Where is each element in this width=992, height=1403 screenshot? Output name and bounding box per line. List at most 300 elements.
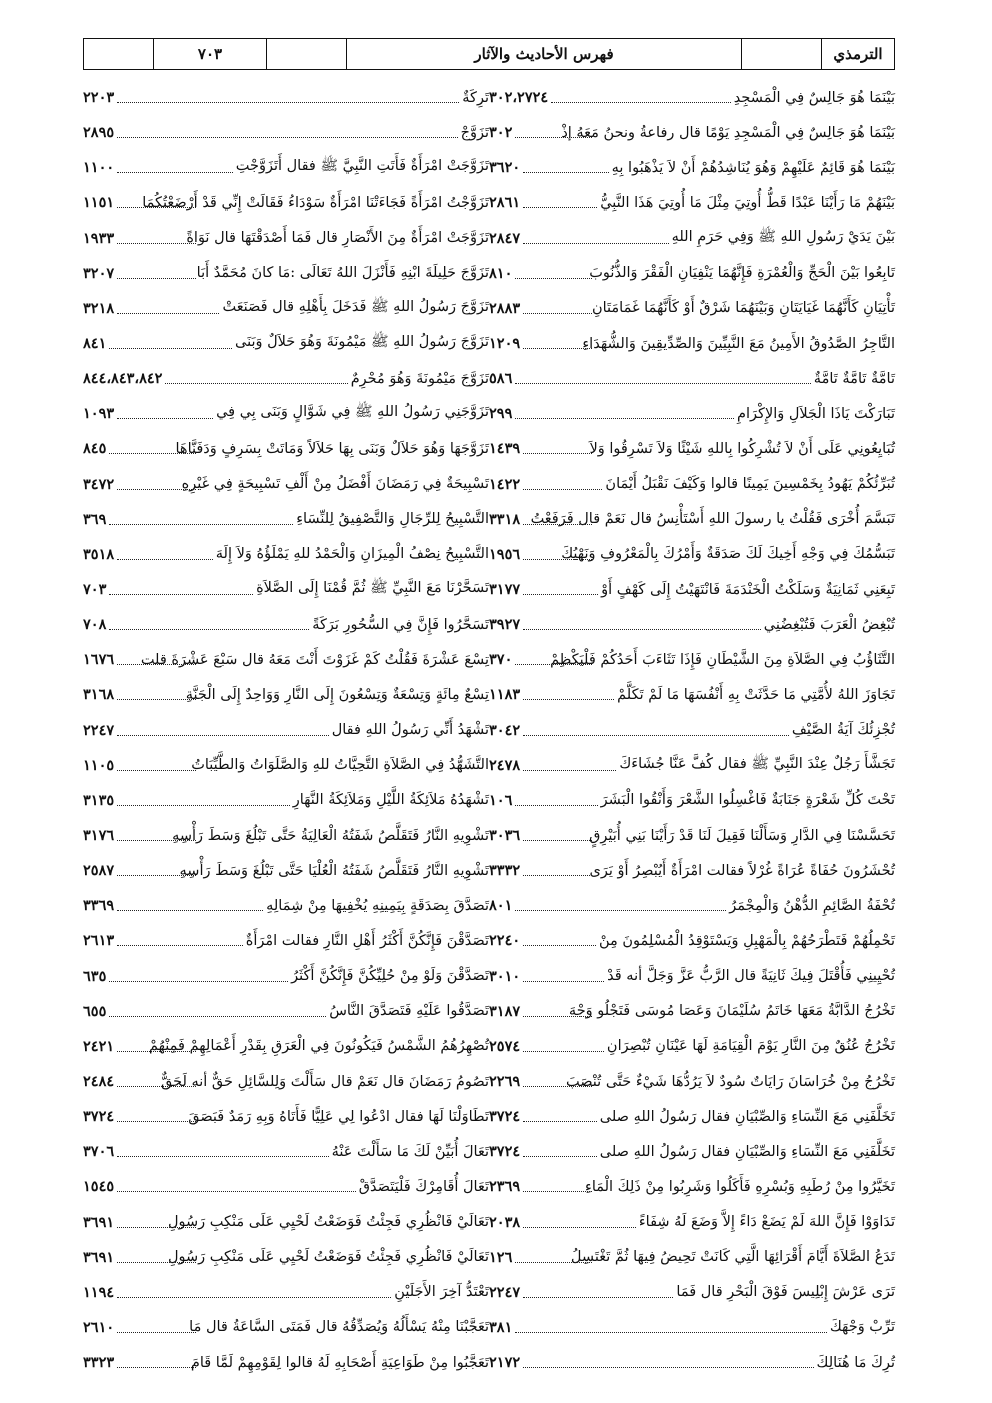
index-entry — [489, 713, 895, 748]
hadith-number: ٢٣٦٩ — [489, 1178, 521, 1196]
leader-dots — [523, 243, 668, 244]
hadith-number: ٢٩٩ — [489, 405, 513, 423]
hadith-number: ٦٣٥ — [83, 967, 107, 985]
index-entry — [83, 1345, 489, 1380]
hadith-incipit: تَخَيَّرُوا مِنْ رُطَبِهِ وَبُسْرِهِ فَأَكَلُوا وَشَرِبُوا مِنْ ذَلِكَ الْمَاءِ — [585, 1178, 895, 1195]
hadith-number: ٣٣٢٣ — [83, 1354, 115, 1372]
leader-dots — [523, 770, 616, 771]
index-entry — [489, 431, 895, 466]
leader-dots — [523, 981, 604, 982]
hadith-incipit: تَرِكَةٌ — [462, 89, 489, 106]
leader-dots — [523, 699, 614, 700]
index-entry — [489, 677, 895, 712]
hadith-incipit: تَعَالَيْ فَانْظُرِي فَجِئْتُ فَوَضَعْتُ لَحْيِي عَلَى مَنْكِبِ رَسُولِ — [167, 1214, 489, 1231]
index-entry — [489, 818, 895, 853]
hadith-incipit: تَزَوَّجَ حَلِيلَةَ ابْنِهِ فَأَنْزَلَ اللهُ تَعَالَى :مَا كانَ مُحَمَّدٌ أَبَا — [196, 265, 489, 282]
hadith-number: ٢٢٤٧ — [83, 721, 115, 739]
hadith-number: ٢٨٦١ — [489, 194, 521, 212]
index-entry — [83, 185, 489, 220]
leader-dots — [523, 453, 592, 454]
index-entry — [489, 994, 895, 1029]
hadith-number: ١٥٤٥ — [83, 1178, 115, 1196]
hadith-number: ٣٩٢٧ — [489, 616, 521, 634]
hadith-number: ٣٤٧٢ — [83, 475, 115, 493]
index-entry — [489, 1205, 895, 1240]
leader-dots — [109, 981, 288, 982]
index-entry — [83, 607, 489, 642]
hadith-incipit: التَّشَهُّدُ فِي الصَّلاَةِ التَّحِيَّاتُ للهِ وَالصَّلَوَاتُ وَالطَّيِّبَاتُ — [191, 757, 489, 774]
leader-dots — [117, 102, 459, 103]
hadith-number: ٢٥٨٧ — [83, 862, 115, 880]
index-entry — [83, 713, 489, 748]
hadith-incipit: تَصَدَّقْنَ وَلَوْ مِنْ حُلِيِّكُنَّ فَإِنَّكُنَّ أَكْثَرُ — [291, 968, 489, 985]
hadith-incipit: تَصَدَّقُوا عَلَيْهِ فَتَصَدَّقَ النَّاسُ — [329, 1003, 489, 1020]
leader-dots — [109, 524, 293, 525]
page-header — [83, 38, 895, 70]
leader-dots — [117, 1086, 196, 1087]
hadith-number: ٨٤١ — [83, 335, 107, 353]
hadith-number: ٢٤٧٨ — [489, 756, 521, 774]
hadith-incipit: تَخَلَّفَنِي مَعَ النِّسَاءِ وَالصِّبْيَانِ فقال رَسُولُ اللهِ صلى — [599, 1108, 895, 1125]
leader-dots — [117, 137, 457, 138]
header-spacer-left — [266, 39, 346, 69]
index-entry — [83, 1310, 489, 1345]
hadith-number: ٢٦١٣ — [83, 932, 115, 950]
hadith-number: ١٢٦ — [489, 1248, 513, 1266]
hadith-number: ٣٨١ — [489, 1318, 513, 1336]
leader-dots — [117, 1297, 391, 1298]
hadith-number: ٣١٧٧ — [489, 581, 521, 599]
index-entry — [489, 221, 895, 256]
hadith-incipit: تُحْشَرُونَ حُفَاةً عُرَاةً غُرْلاً فقالت امْرَأَةٌ أَيُبْصِرُ أَوْ يَرَى — [589, 862, 895, 879]
header-spacer-right — [741, 39, 821, 69]
hadith-number: ٨٤٤،٨٤٣،٨٤٢ — [83, 370, 163, 388]
leader-dots — [117, 840, 196, 841]
header-spacer-end — [84, 39, 153, 69]
leader-dots — [523, 945, 596, 946]
leader-dots — [515, 137, 592, 138]
leader-dots — [109, 453, 196, 454]
index-entry — [83, 502, 489, 537]
hadith-number: ٣٧٠ — [489, 651, 513, 669]
index-entry — [83, 221, 489, 256]
index-entry — [83, 1134, 489, 1169]
hadith-number: ٢٢٤٠ — [489, 932, 521, 950]
index-entry — [489, 115, 895, 150]
leader-dots — [523, 1297, 673, 1298]
index-entry — [83, 994, 489, 1029]
hadith-number: ١١٨٣ — [489, 686, 521, 704]
hadith-incipit: تَخْرُجُ عُنُقٌ مِنَ النَّارِ يَوْمَ الْقِيَامَةِ لَهَا عَيْنَانِ تُبْصِرَانِ — [606, 1038, 895, 1055]
hadith-number: ١١٠٥ — [83, 756, 115, 774]
hadith-incipit: تُحْيِينِي فَأُقْتَلَ فِيكَ ثَانِيَةً قال الرَّبُّ عَزَّ وَجَلَّ أنه قَدْ — [607, 968, 895, 985]
hadith-incipit: تَعَالَيْ فَانْظُرِي فَجِئْتُ فَوَضَعْتُ لَحْيِي عَلَى مَنْكِبِ رَسُولِ — [167, 1249, 489, 1266]
index-entry — [489, 326, 895, 361]
index-entry — [83, 467, 489, 502]
leader-dots — [117, 945, 243, 946]
leader-dots — [523, 1227, 636, 1228]
index-entry — [489, 607, 895, 642]
hadith-incipit: تُجْزِئُكَ آيَةُ الصَّيْفِ — [791, 722, 895, 739]
hadith-number: ٣١٨٧ — [489, 1002, 521, 1020]
leader-dots — [515, 664, 592, 665]
leader-dots — [117, 207, 196, 208]
leader-dots — [117, 770, 196, 771]
leader-dots — [117, 875, 196, 876]
index-entry — [489, 923, 895, 958]
hadith-number: ٣٧٢٤ — [489, 1108, 521, 1126]
hadith-incipit: تُصْهِرُهُمُ الشَّمْسُ فَيَكُونُونَ فِي الْعَرَقِ بِقَدْرِ أَعْمَالِهِمْ فَمِنْهُمْ — [148, 1038, 489, 1055]
hadith-incipit: تِسْعٌ مِائَةٍ وَتِسْعَةٌ وَتِسْعُونَ إِلَى النَّارِ وَوَاحِدٌ إِلَى الْجَنَّةِ — [185, 686, 489, 703]
index-entry — [489, 502, 895, 537]
index-entry — [489, 537, 895, 572]
leader-dots — [165, 383, 347, 384]
leader-dots — [117, 1191, 356, 1192]
hadith-incipit: تَحَسَّسْنَا فِي الدَّارِ وَسَأَلْنَا فَقِيلَ لَنَا قَدْ رَأَيْنَا بَنِي أُبَيْرِقٍ — [589, 827, 895, 844]
hadith-number: ٢٤٨٤ — [83, 1073, 115, 1090]
hadith-number: ٧٠٣ — [83, 581, 107, 599]
leader-dots — [117, 1332, 196, 1333]
index-entry — [489, 1134, 895, 1169]
index-entry — [83, 537, 489, 572]
index-entry — [83, 572, 489, 607]
index-entry — [489, 853, 895, 888]
hadith-number: ١٩٥٦ — [489, 545, 521, 563]
hadith-number: ٣٧٢٤ — [489, 1143, 521, 1161]
hadith-number: ٢٥٧٤ — [489, 1037, 521, 1055]
hadith-incipit: تَسْبِيحَةٌ فِي رَمَضَانَ أَفْضَلُ مِنْ أَلْفِ تَسْبِيحَةٍ فِي غَيْرِهِ — [181, 476, 489, 493]
hadith-incipit: تُرِكَ مَا هُنَالِكَ — [816, 1354, 895, 1371]
index-entry — [489, 572, 895, 607]
leader-dots — [515, 910, 726, 911]
leader-dots — [515, 418, 734, 419]
leader-dots — [117, 1367, 196, 1368]
hadith-number: ٢٢٠٣ — [83, 89, 115, 107]
leader-dots — [523, 735, 789, 736]
index-entry — [489, 642, 895, 677]
index-entry — [83, 923, 489, 958]
hadith-number: ٣٦٢٠ — [489, 159, 521, 177]
hadith-number: ١٢٠٩ — [489, 335, 521, 353]
leader-dots — [515, 805, 597, 806]
hadith-incipit: تَدَاوَوْا فَإِنَّ اللهَ لَمْ يَضَعْ دَاءً إِلاَّ وَضَعَ لَهُ شِفَاءً — [638, 1214, 895, 1231]
hadith-number: ٢٢٦٩ — [489, 1073, 521, 1090]
index-entry — [489, 1029, 895, 1064]
index-entry — [489, 256, 895, 291]
index-entry — [83, 80, 489, 115]
hadith-number: ٢٨٤٧ — [489, 229, 521, 247]
index-entry — [489, 1169, 895, 1204]
index-entry — [489, 291, 895, 326]
hadith-number: ١٠٦ — [489, 791, 513, 809]
index-entry — [489, 185, 895, 220]
index-entry — [83, 115, 489, 150]
book-title: الترمذي — [821, 39, 894, 69]
hadith-number: ٥٨٦ — [489, 370, 513, 388]
leader-dots — [523, 1367, 813, 1368]
hadith-number: ٨٤٥ — [83, 440, 107, 458]
hadith-incipit: تَطَاوَلْنَا لَهَا فقال ادْعُوا لِي عَلِيًّا فَأَتَاهُ وَبِهِ رَمَدٌ فَبَصَقَ — [188, 1108, 489, 1125]
leader-dots — [523, 875, 592, 876]
hadith-incipit: تَخْرُجُ الدَّابَّةُ مَعَهَا خَاتَمُ سُلَيْمَانَ وَعَصَا مُوسَى فَتَجْلُو وَجْهَ — [568, 1003, 895, 1020]
leader-dots — [523, 1156, 597, 1157]
hadith-number: ٣٣٦٩ — [83, 897, 115, 915]
hadith-number: ٣٥١٨ — [83, 545, 115, 563]
index-entry — [83, 888, 489, 923]
hadith-number: ١٠٩٣ — [83, 405, 115, 423]
leader-dots — [117, 1262, 196, 1263]
hadith-incipit: تَزَوَّجَ مَيْمُونَةَ وَهُوَ مُحْرِمٌ — [350, 370, 489, 387]
hadith-incipit: تَخْرُجُ مِنْ خُرَاسَانَ رَايَاتٌ سُودٌ لاَ يَرُدُّهَا شَيْءٌ حَتَّى تُنْصَبَ — [565, 1073, 895, 1090]
leader-dots — [523, 489, 602, 490]
hadith-number: ٣٠٢ — [489, 124, 513, 142]
index-entry — [83, 853, 489, 888]
leader-dots — [117, 910, 263, 911]
hadith-number: ٧٠٨ — [83, 616, 107, 634]
hadith-number: ٣٧٠٦ — [83, 1143, 115, 1161]
hadith-incipit: تَجَاوَزَ اللهُ لأُمَّتِي مَا حَدَّثَتْ بِهِ أَنْفُسَهَا مَا لَمْ تَكَلَّمْ — [617, 686, 895, 703]
hadith-number: ٣٣٣٢ — [489, 862, 521, 880]
hadith-incipit: تَعْتَدُّ آخِرَ الأَجَلَيْنِ — [394, 1284, 489, 1301]
leader-dots — [109, 1016, 326, 1017]
hadith-number: ٨١٠ — [489, 264, 513, 282]
hadith-incipit: تَبَسُّمُكَ فِي وَجْهِ أَخِيكَ لَكَ صَدَقَةٌ وَأَمْرُكَ بِالْمَعْرُوفِ وَنَهْيُكَ — [561, 546, 895, 563]
index-entry — [83, 642, 489, 677]
index-entry — [83, 1205, 489, 1240]
hadith-number: ٣٠١٠ — [489, 967, 521, 985]
hadith-number: ١٤٣٩ — [489, 440, 521, 458]
index-entry — [83, 256, 489, 291]
index-entry — [83, 1099, 489, 1134]
hadith-incipit: تَرِّبْ وَجْهَكَ — [829, 1319, 895, 1336]
hadith-incipit: التَّثَاؤُبُ فِي الصَّلاَةِ مِنَ الشَّيْطَانِ فَإِذَا تَثَاءَبَ أَحَدُكُمْ فَلْيَكْظِمْ — [550, 651, 895, 668]
hadith-incipit: تَخَلَّفَنِي مَعَ النِّسَاءِ وَالصِّبْيَانِ فقال رَسُولُ اللهِ صلى — [599, 1143, 895, 1160]
leader-dots — [109, 348, 232, 349]
index-entry — [489, 1099, 895, 1134]
index-entry — [489, 1240, 895, 1275]
hadith-number: ٦٥٥ — [83, 1002, 107, 1020]
index-entry — [83, 361, 489, 396]
leader-dots — [117, 278, 196, 279]
hadith-number: ٣٧٢٤ — [83, 1108, 115, 1126]
hadith-incipit: تَابِعُوا بَيْنَ الْحَجِّ وَالْعُمْرَةِ فَإِنَّهُمَا يَنْفِيَانِ الْفَقْرَ وَالذُّنُوبَ — [589, 265, 895, 282]
leader-dots — [117, 664, 196, 665]
leader-dots — [523, 1051, 604, 1052]
hadith-incipit: تَزَوَّجَهَا وَهُوَ حَلاَلٌ وَبَنَى بِهَا حَلاَلاً وَمَاتَتْ بِسَرِفٍ وَدَفَنَّاهَا — [175, 440, 489, 457]
index-entry — [83, 396, 489, 431]
hadith-incipit: بَيْنَمَا هُوَ جَالِسٌ فِي الْمَسْجِدِ — [733, 89, 895, 106]
leader-dots — [117, 1227, 196, 1228]
index-entry — [489, 396, 895, 431]
leader-dots — [109, 629, 309, 630]
hadith-incipit: تَامَّةٌ تَامَّةٌ تَامَّةٌ — [813, 370, 895, 387]
hadith-incipit: تَبِعَنِي ثَمَانِيَةٌ وَسَلَكْتُ الْخَنْدَمَةَ فَانْتَهَيْتُ إِلَى كَهْفٍ أَوْ — [601, 581, 895, 598]
hadith-number: ٣٢٠٧ — [83, 264, 115, 282]
index-entry — [83, 431, 489, 466]
hadith-number: ٣٦٩ — [83, 510, 107, 528]
index-entry — [489, 361, 895, 396]
hadith-number: ١٩٣٣ — [83, 229, 115, 247]
leader-dots — [117, 735, 329, 736]
index-entry — [489, 467, 895, 502]
index-entry — [83, 1240, 489, 1275]
hadith-incipit: بَيْنَمَا هُوَ جَالِسٌ فِي الْمَسْجِدِ يَوْمًا قال رفاعةُ ونحنُ مَعَهُ إذْ — [561, 124, 895, 141]
leader-dots — [523, 559, 592, 560]
hadith-incipit: تَبَسَّمَ أُخْرَى فَقُلْتُ يا رسولَ اللهِ أَسْتَأْنِسُ قال نَعَمْ قال فَرَفَعْتُ — [530, 511, 895, 528]
hadith-incipit: تَسَحَّرْنَا مَعَ النَّبِيِّ ﷺ ثُمَّ قُمْنَا إِلَى الصَّلاَةِ — [256, 580, 489, 597]
hadith-incipit: تِسْعَ عَشْرَةَ فَقُلْتُ كَمْ غَزَوْتَ أَنْتَ مَعَهُ قال سَبْعَ عَشْرَةَ قلت — [140, 651, 489, 668]
hadith-incipit: بَيْنَهُمْ مَا رَأَيْنَا عَبْدًا قَطُّ أُوتِيَ مِثْلَ مَا أُوتِيَ هَذَا النَّبِيُّ — [600, 194, 895, 211]
hadith-number: ٣٠٢،٢٧٢٤ — [489, 89, 549, 107]
hadith-number: ٢٨٩٥ — [83, 124, 115, 142]
hadith-incipit: تَزَوَّجَنِي رَسُولُ اللهِ ﷺ فِي شَوَّالٍ وَبَنَى بِي فِي — [216, 404, 489, 421]
index-entry — [83, 1029, 489, 1064]
leader-dots — [523, 207, 597, 208]
hadith-incipit: تَشْهَدُ أَنِّي رَسُولُ اللهِ فقال — [331, 722, 489, 739]
hadith-incipit: تَبَارَكْتَ يَاذَا الْجَلاَلِ وَالإِكْرَامِ — [737, 405, 895, 422]
index-entry — [83, 326, 489, 361]
index-entry — [83, 1064, 489, 1099]
leader-dots — [117, 1051, 196, 1052]
leader-dots — [117, 805, 290, 806]
hadith-number: ١٦٧٦ — [83, 651, 115, 669]
hadith-number: ٢٤٢١ — [83, 1037, 115, 1055]
hadith-number: ٣٠٣٦ — [489, 827, 521, 845]
index-entry — [83, 783, 489, 818]
hadith-incipit: تَعَجَّبْنَا مِنْهُ يَسْأَلُهُ وَيُصَدِّقُهُ قال فَمَتَى السَّاعَةُ قال مَا — [189, 1319, 489, 1336]
hadith-number: ٢٠٣٨ — [489, 1213, 521, 1231]
leader-dots — [515, 383, 810, 384]
hadith-incipit: تَشْوِيهِ النَّارُ فَتَقَلَّصُ شَفَتُهُ الْعَالِيَةُ حَتَّى تَبْلُغَ وَسَطَ رَأْسِهِ — [172, 827, 489, 844]
leader-dots — [117, 1121, 196, 1122]
index-entry — [83, 818, 489, 853]
hadith-incipit: تَدَعُ الصَّلاَةَ أَيَّامَ أَقْرَائِهَا الَّتِي كَانَتْ تَحِيضُ فِيهَا ثُمَّ تَغْتَسِلُ — [570, 1249, 895, 1266]
leader-dots — [515, 1262, 592, 1263]
hadith-number: ٣٣١٨ — [489, 510, 521, 528]
hadith-number: ٣١٣٥ — [83, 791, 115, 809]
hadith-incipit: تَزَوَّجَتْ امْرَأَةٌ فَأَتَتِ النَّبِيَّ ﷺ فقال أَتَزَوَّجْتِ — [235, 158, 489, 175]
index-entry — [489, 959, 895, 994]
index-entry — [83, 150, 489, 185]
right-column — [489, 80, 895, 1380]
index-entry — [489, 888, 895, 923]
index-entry — [83, 291, 489, 326]
leader-dots — [523, 1191, 592, 1192]
leader-dots — [523, 1016, 592, 1017]
hadith-number: ٢٦١٠ — [83, 1318, 115, 1336]
leader-dots — [523, 313, 592, 314]
hadith-number: ٢٢٤٧ — [489, 1283, 521, 1301]
hadith-incipit: تَشْهَدُهُ مَلاَئِكَةُ اللَّيْلِ وَمَلاَئِكَةُ النَّهَارِ — [292, 792, 489, 809]
index-entry — [489, 1064, 895, 1099]
leader-dots — [117, 172, 233, 173]
index-entry — [83, 1275, 489, 1310]
index-entry — [489, 748, 895, 783]
hadith-number: ٢١٧٢ — [489, 1354, 521, 1372]
hadith-number: ٣١٦٨ — [83, 686, 115, 704]
hadith-incipit: تَصُومُ رَمَضَانَ قال نَعَمْ قال سَأَلْتَ وَلِلسَّائِلِ حَقٌّ أنه لَحَقٌّ — [161, 1073, 489, 1090]
leader-dots — [523, 348, 592, 349]
hadith-number: ٢٨٨٣ — [489, 299, 521, 317]
hadith-incipit: تَشْوِيهِ النَّارُ فَتَقَلَّصُ شَفَتُهُ الْعُلْيَا حَتَّى تَبْلُغَ وَسَطَ رَأْسِهِ — [179, 862, 489, 879]
hadith-incipit: تَعَالَ أُبَيِّنْ لَكَ مَا سَأَلْتَ عَنْهُ — [331, 1143, 489, 1160]
page-number: ٧٠٣ — [153, 39, 266, 69]
hadith-number: ١١٠٠ — [83, 159, 115, 177]
hadith-incipit: تَعَالَ أُقَامِرْكَ فَلْيَتَصَدَّقْ — [358, 1178, 489, 1195]
index-title: فهرس الأحاديث والآثار — [346, 39, 741, 69]
hadith-incipit: تَحْتَ كُلِّ شَعْرَةٍ جَنَابَةٌ فَاغْسِلُوا الشَّعْرَ وَأَنْقُوا الْبَشَرَ — [600, 792, 895, 809]
leader-dots — [117, 313, 219, 314]
hadith-incipit: التَّاجِرُ الصَّدُوقُ الأَمِينُ مَعَ النَّبِيِّينَ وَالصِّدِّيقِينَ وَالشُّهَدَاءِ — [582, 335, 895, 352]
leader-dots — [515, 278, 592, 279]
hadith-incipit: تَعَجَّبُوا مِنْ طَوَاعِيَةِ أَصْحَابِهِ لَهُ قالوا لِقَوْمِهِمْ لَمَّا قَامَ — [190, 1354, 489, 1371]
hadith-number: ٣١٧٦ — [83, 827, 115, 845]
index-entry — [489, 1275, 895, 1310]
index-entry — [83, 677, 489, 712]
leader-dots — [523, 594, 598, 595]
hadith-incipit: تَسَحَّرُوا فَإِنَّ فِي السُّحُورِ بَرَكَةً — [312, 616, 489, 633]
leader-dots — [117, 1156, 328, 1157]
hadith-number: ١١٩٤ — [83, 1283, 115, 1301]
hadith-incipit: تَصَدَّقَ بِصَدَقَةٍ بِيَمِينِهِ يُخْفِيهَا مِنْ شِمَالِهِ — [266, 897, 489, 914]
index-entry — [83, 959, 489, 994]
index-entry — [489, 80, 895, 115]
hadith-number: ٣٦٩١ — [83, 1213, 115, 1231]
leader-dots — [117, 489, 196, 490]
leader-dots — [515, 1332, 826, 1333]
hadith-incipit: تَزَوَّجْ — [460, 124, 489, 141]
hadith-incipit: تَصَدَّقْنَ فَإِنَّكُنَّ أَكْثَرُ أَهْلِ النَّارِ فقالت امْرَأَةٌ — [245, 932, 489, 949]
leader-dots — [109, 594, 253, 595]
hadith-incipit: تُبْغِضُ الْعَرَبَ فَتُبْغِضُنِي — [763, 616, 895, 633]
leader-dots — [523, 524, 592, 525]
leader-dots — [117, 559, 213, 560]
leader-dots — [523, 840, 592, 841]
leader-dots — [551, 102, 731, 103]
hadith-incipit: تَزَوَّجْتُ امْرَأَةً فَجَاءَتْنَا امْرَأَةٌ سَوْدَاءُ فَقَالَتْ إِنِّي قَدْ أَرْضَعْتُكُمَا — [142, 194, 489, 211]
index-entry — [489, 783, 895, 818]
hadith-incipit: التَّسْبِيحُ نِصْفُ الْمِيزَانِ وَالْحَمْدُ للهِ يَمْلَؤُهُ وَلاَ إِلَهَ — [215, 546, 489, 563]
hadith-number: ١٤٢٢ — [489, 475, 521, 493]
hadith-incipit: بَيْنَ يَدَيْ رَسُولِ اللهِ ﷺ وَفِي حَرَمِ اللهِ — [671, 228, 895, 245]
hadith-number: ١١٥١ — [83, 194, 115, 212]
hadith-incipit: تَزَوَّجَ رَسُولُ اللهِ ﷺ مَيْمُونَةَ وَهُوَ حَلاَلٌ وَبَنَى — [235, 334, 489, 351]
leader-dots — [523, 1121, 597, 1122]
hadith-incipit: تَأْتِيَانِ كَأَنَّهُمَا غَيَايَتَانِ وَبَيْنَهُمَا شَرْقٌ أَوْ كَأَنَّهُمَا غَمَامَتَانِ — [591, 300, 895, 317]
hadith-incipit: تُبَايِعُونِي عَلَى أَنْ لاَ تُشْرِكُوا بِاللهِ شَيْئًا وَلاَ تَسْرِقُوا وَلاَ — [589, 440, 895, 457]
leader-dots — [117, 418, 213, 419]
index-entry — [489, 1310, 895, 1345]
hadith-incipit: بَيْنَمَا هُوَ قَائِمٌ عَلَيْهِمْ وَهُوَ يُنَاشِدُهُمْ أَنْ لاَ يَذْهَبُوا بِهِ — [611, 159, 895, 176]
hadith-incipit: تَجَشَّأَ رَجُلٌ عِنْدَ النَّبِيِّ ﷺ فقال كُفَّ عَنَّا جُشَاءَكَ — [619, 755, 895, 772]
hadith-incipit: التَّسْبِيحُ لِلرِّجَالِ وَالتَّصْفِيقُ لِلنِّسَاءِ — [296, 511, 489, 528]
leader-dots — [523, 1086, 592, 1087]
leader-dots — [117, 243, 196, 244]
index-entry — [83, 1169, 489, 1204]
hadith-number: ٣٢١٨ — [83, 299, 115, 317]
hadith-incipit: تُحْفَةُ الصَّائِمِ الدُّهْنُ وَالْمِجْمَرُ — [729, 897, 895, 914]
leader-dots — [523, 172, 608, 173]
hadith-number: ٨٠١ — [489, 897, 513, 915]
hadith-incipit: تُبَرِّئُكُمْ يَهُودُ بِخَمْسِينَ يَمِينًا قالوا وَكَيْفَ نَقْبَلُ أَيْمَانَ — [605, 476, 895, 493]
hadith-incipit: تَرَى عَرْشَ إِبْلِيسَ فَوْقَ الْبَحْرِ قال فَمَا — [676, 1284, 895, 1301]
index-entry — [83, 748, 489, 783]
hadith-incipit: تَحْمِلُهُمْ فَتَطْرَحُهُمْ بِالْمَهْبِلِ وَيَسْتَوْقِدُ الْمُسْلِمُونَ مِنْ — [598, 932, 895, 949]
index-columns — [83, 80, 895, 1380]
hadith-number: ٣٠٤٢ — [489, 721, 521, 739]
left-column — [83, 80, 489, 1380]
hadith-incipit: تَزَوَّجَ رَسُولُ اللهِ ﷺ فَدَخَلَ بِأَهْلِهِ قال فَصَنَعَتْ — [222, 298, 489, 315]
